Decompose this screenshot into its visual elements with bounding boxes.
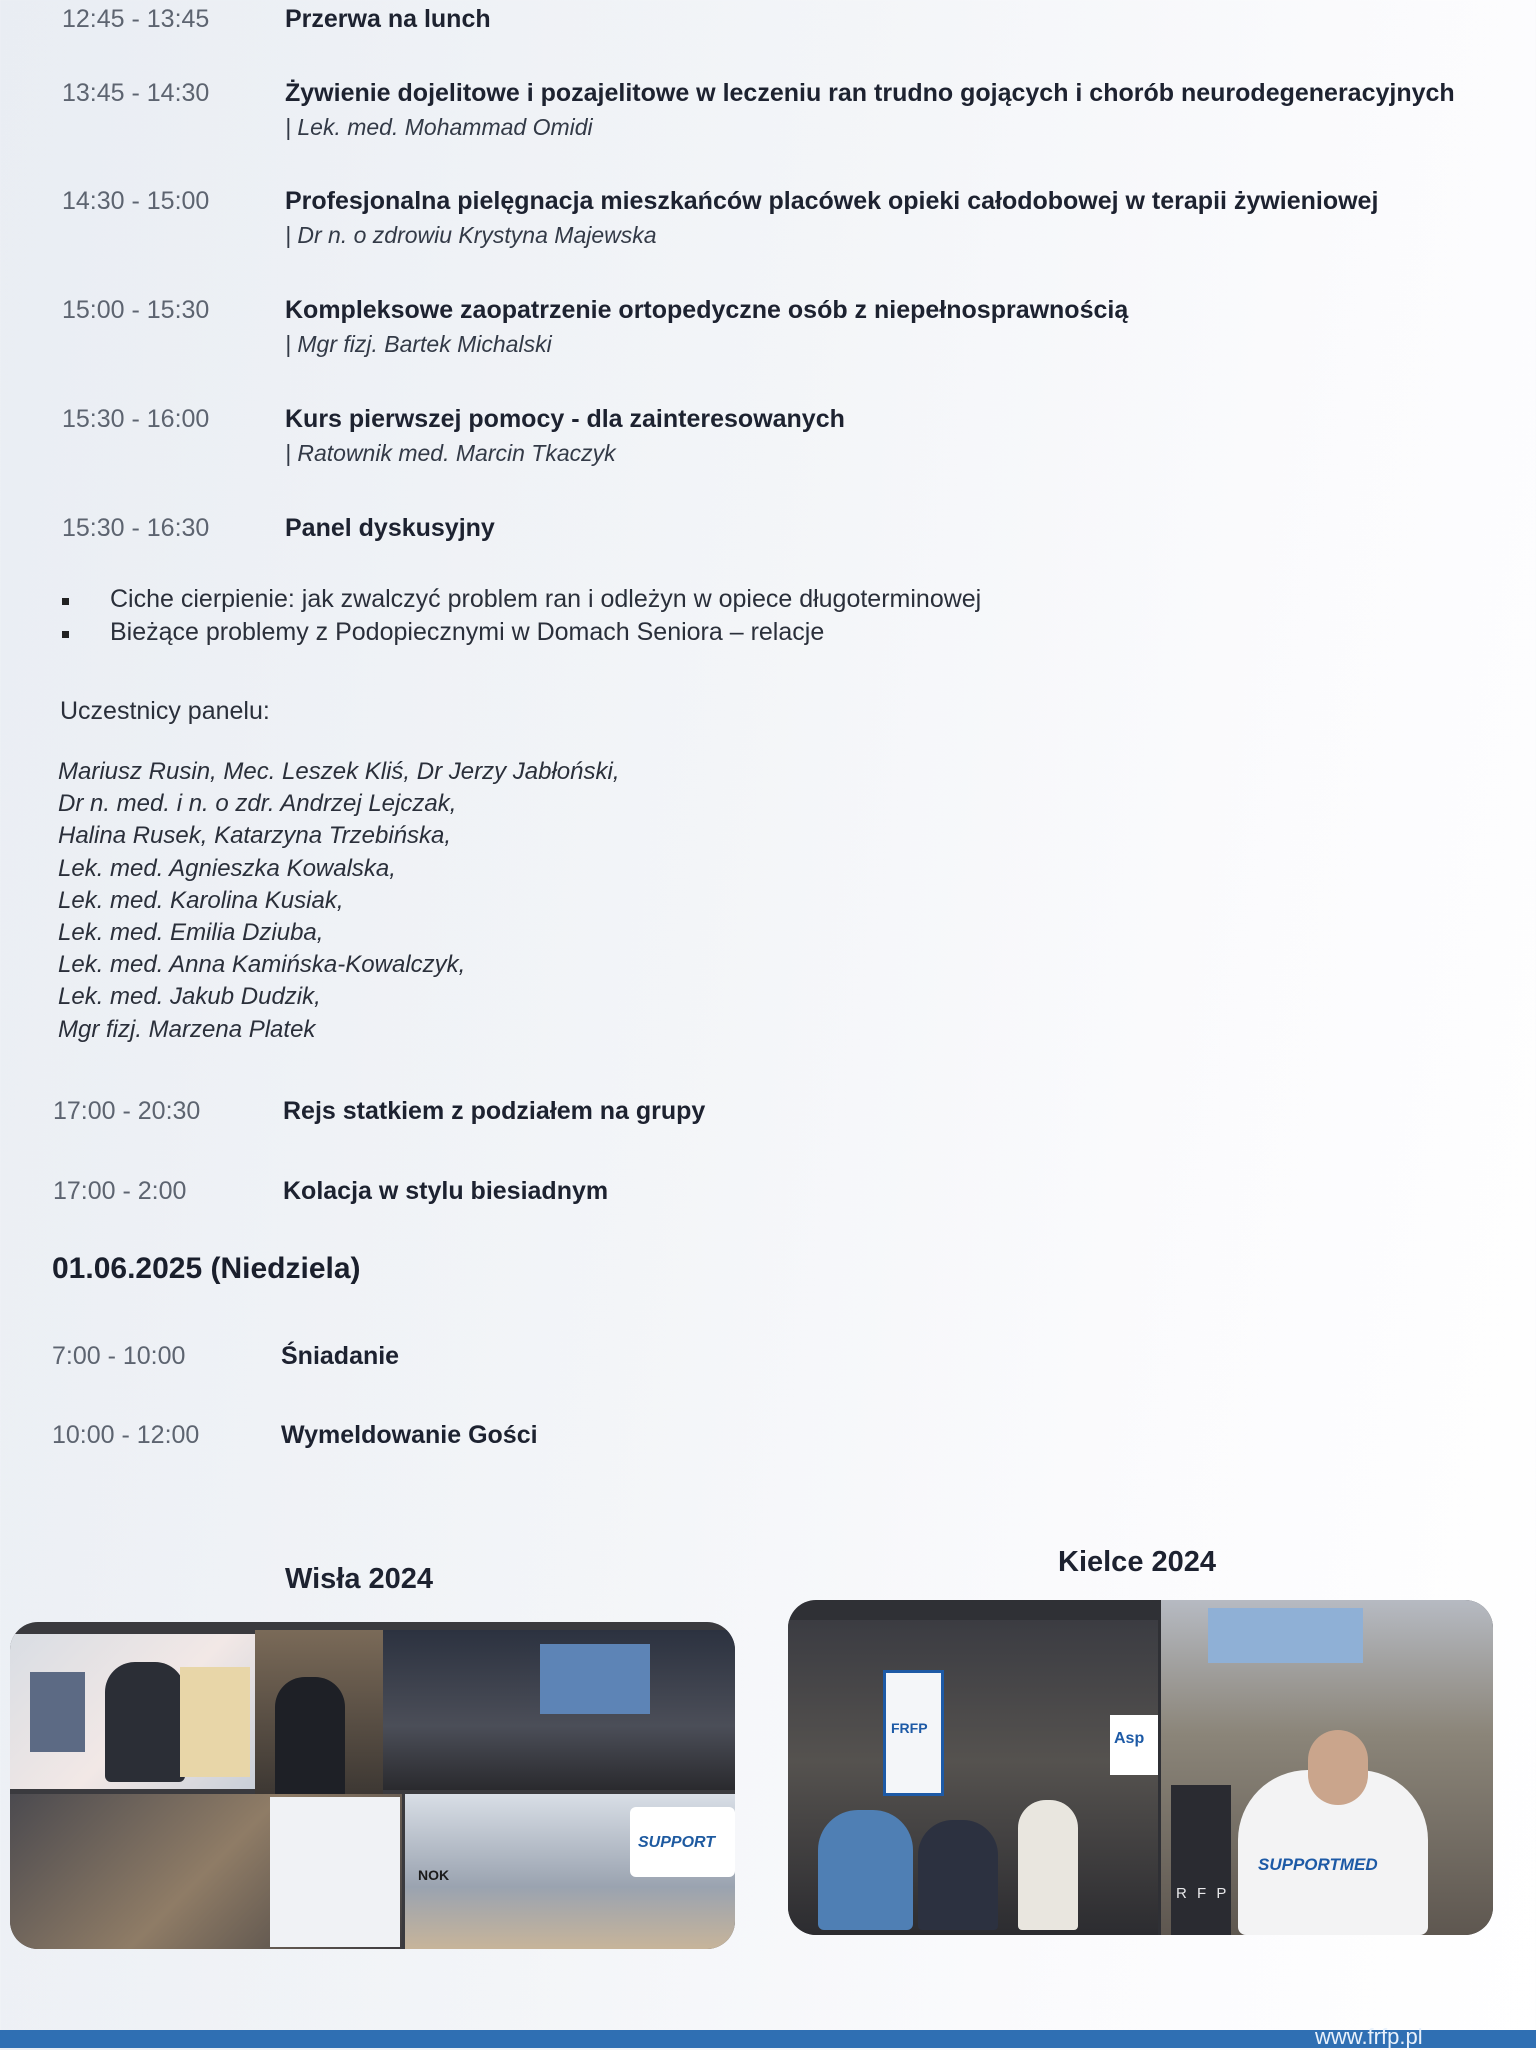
gallery-label-kielce: Kielce 2024 (1058, 1546, 1217, 1578)
photo-tile (105, 1662, 185, 1782)
session-time: 12:45 - 13:45 (62, 5, 210, 33)
photo-tile (275, 1677, 345, 1797)
session-speaker: | Ratownik med. Marcin Tkaczyk (285, 440, 616, 466)
photo-collage-kielce (788, 1600, 1493, 1935)
session-title: Kolacja w stylu biesiadnym (283, 1177, 609, 1205)
photo-tile (270, 1797, 400, 1947)
footer-url[interactable]: www.frfp.pl (1315, 2024, 1423, 2049)
session-title: Rejs statkiem z podziałem na grupy (283, 1097, 706, 1125)
photo-sign-nok: NOK (418, 1867, 450, 1883)
session-time: 14:30 - 15:00 (62, 187, 210, 215)
photo-tile (30, 1672, 85, 1752)
photo-tile (1208, 1608, 1363, 1663)
photo-sign-supportmed: SUPPORTMED (1258, 1855, 1378, 1874)
session-speaker: | Dr n. o zdrowiu Krystyna Majewska (285, 222, 657, 248)
photo-sign-rfp: R F P (1176, 1885, 1230, 1902)
session-time: 13:45 - 14:30 (62, 79, 210, 107)
session-title: Kurs pierwszej pomocy - dla zainteresowanych (285, 405, 845, 433)
photo-sign-frfp: FRFP (891, 1720, 928, 1736)
photo-tile (1018, 1800, 1078, 1930)
photo-tile (1171, 1785, 1231, 1935)
session-title: Profesjonalna pielęgnacja mieszkańców placówek opieki całodobowej w terapii żywieniowej (285, 187, 1379, 215)
session-title: Wymeldowanie Gości (281, 1421, 538, 1449)
footer-bar (0, 2030, 1536, 2048)
session-time: 15:30 - 16:30 (62, 514, 210, 542)
participant-line: Lek. med. Jakub Dudzik, (58, 983, 321, 1011)
session-time: 15:00 - 15:30 (62, 296, 210, 324)
panel-participants-list (58, 756, 620, 1046)
participant-line: Dr n. med. i n. o zdr. Andrzej Lejczak, (58, 790, 457, 818)
session-title: Żywienie dojelitowe i pozajelitowe w leczeniu ran trudno gojących i chorób neurodegeneracyjnych (285, 79, 1455, 107)
session-speaker: | Mgr fizj. Bartek Michalski (285, 331, 552, 357)
participant-line: Mgr fizj. Marzena Platek (58, 1015, 316, 1043)
participant-line: Lek. med. Anna Kamińska-Kowalczyk, (58, 951, 466, 979)
participant-line: Mariusz Rusin, Mec. Leszek Kliś, Dr Jerzy Jabłoński, (58, 758, 620, 785)
photo-tile (180, 1667, 250, 1777)
session-time: 10:00 - 12:00 (52, 1421, 200, 1449)
day-heading: 01.06.2025 (Niedziela) (52, 1252, 361, 1285)
participant-line: Lek. med. Agnieszka Kowalska, (58, 854, 396, 882)
session-title: Kompleksowe zaopatrzenie ortopedyczne osób z niepełnosprawnością (285, 296, 1129, 324)
session-title: Panel dyskusyjny (285, 514, 495, 542)
session-time: 15:30 - 16:00 (62, 405, 210, 433)
photo-tile (918, 1820, 998, 1930)
panel-topics-list (60, 585, 981, 651)
session-speaker: | Lek. med. Mohammad Omidi (285, 114, 593, 140)
participant-line: Lek. med. Karolina Kusiak, (58, 886, 344, 914)
participant-line: Halina Rusek, Katarzyna Trzebińska, (58, 822, 452, 850)
photo-tile (818, 1810, 913, 1930)
panel-topic: Bieżące problemy z Podopiecznymi w Domach Seniora – relacje (60, 618, 981, 651)
panel-participants-label: Uczestnicy panelu: (60, 697, 270, 725)
session-title: Śniadanie (281, 1342, 400, 1370)
panel-topic: Ciche cierpienie: jak zwalczyć problem ran i odleżyn w opiece długoterminowej (60, 585, 981, 618)
photo-collage-wisla (10, 1622, 735, 1949)
gallery-label-wisla: Wisła 2024 (285, 1563, 434, 1595)
session-title: Przerwa na lunch (285, 5, 491, 33)
session-time: 17:00 - 2:00 (53, 1177, 187, 1205)
photo-tile (540, 1644, 650, 1714)
participant-line: Lek. med. Emilia Dziuba, (58, 919, 324, 947)
session-time: 7:00 - 10:00 (52, 1342, 186, 1370)
photo-sign-support: SUPPORT (638, 1834, 716, 1851)
session-time: 17:00 - 20:30 (53, 1097, 201, 1125)
photo-sign-asp: Asp (1114, 1730, 1145, 1747)
photo-tile (1308, 1730, 1368, 1805)
